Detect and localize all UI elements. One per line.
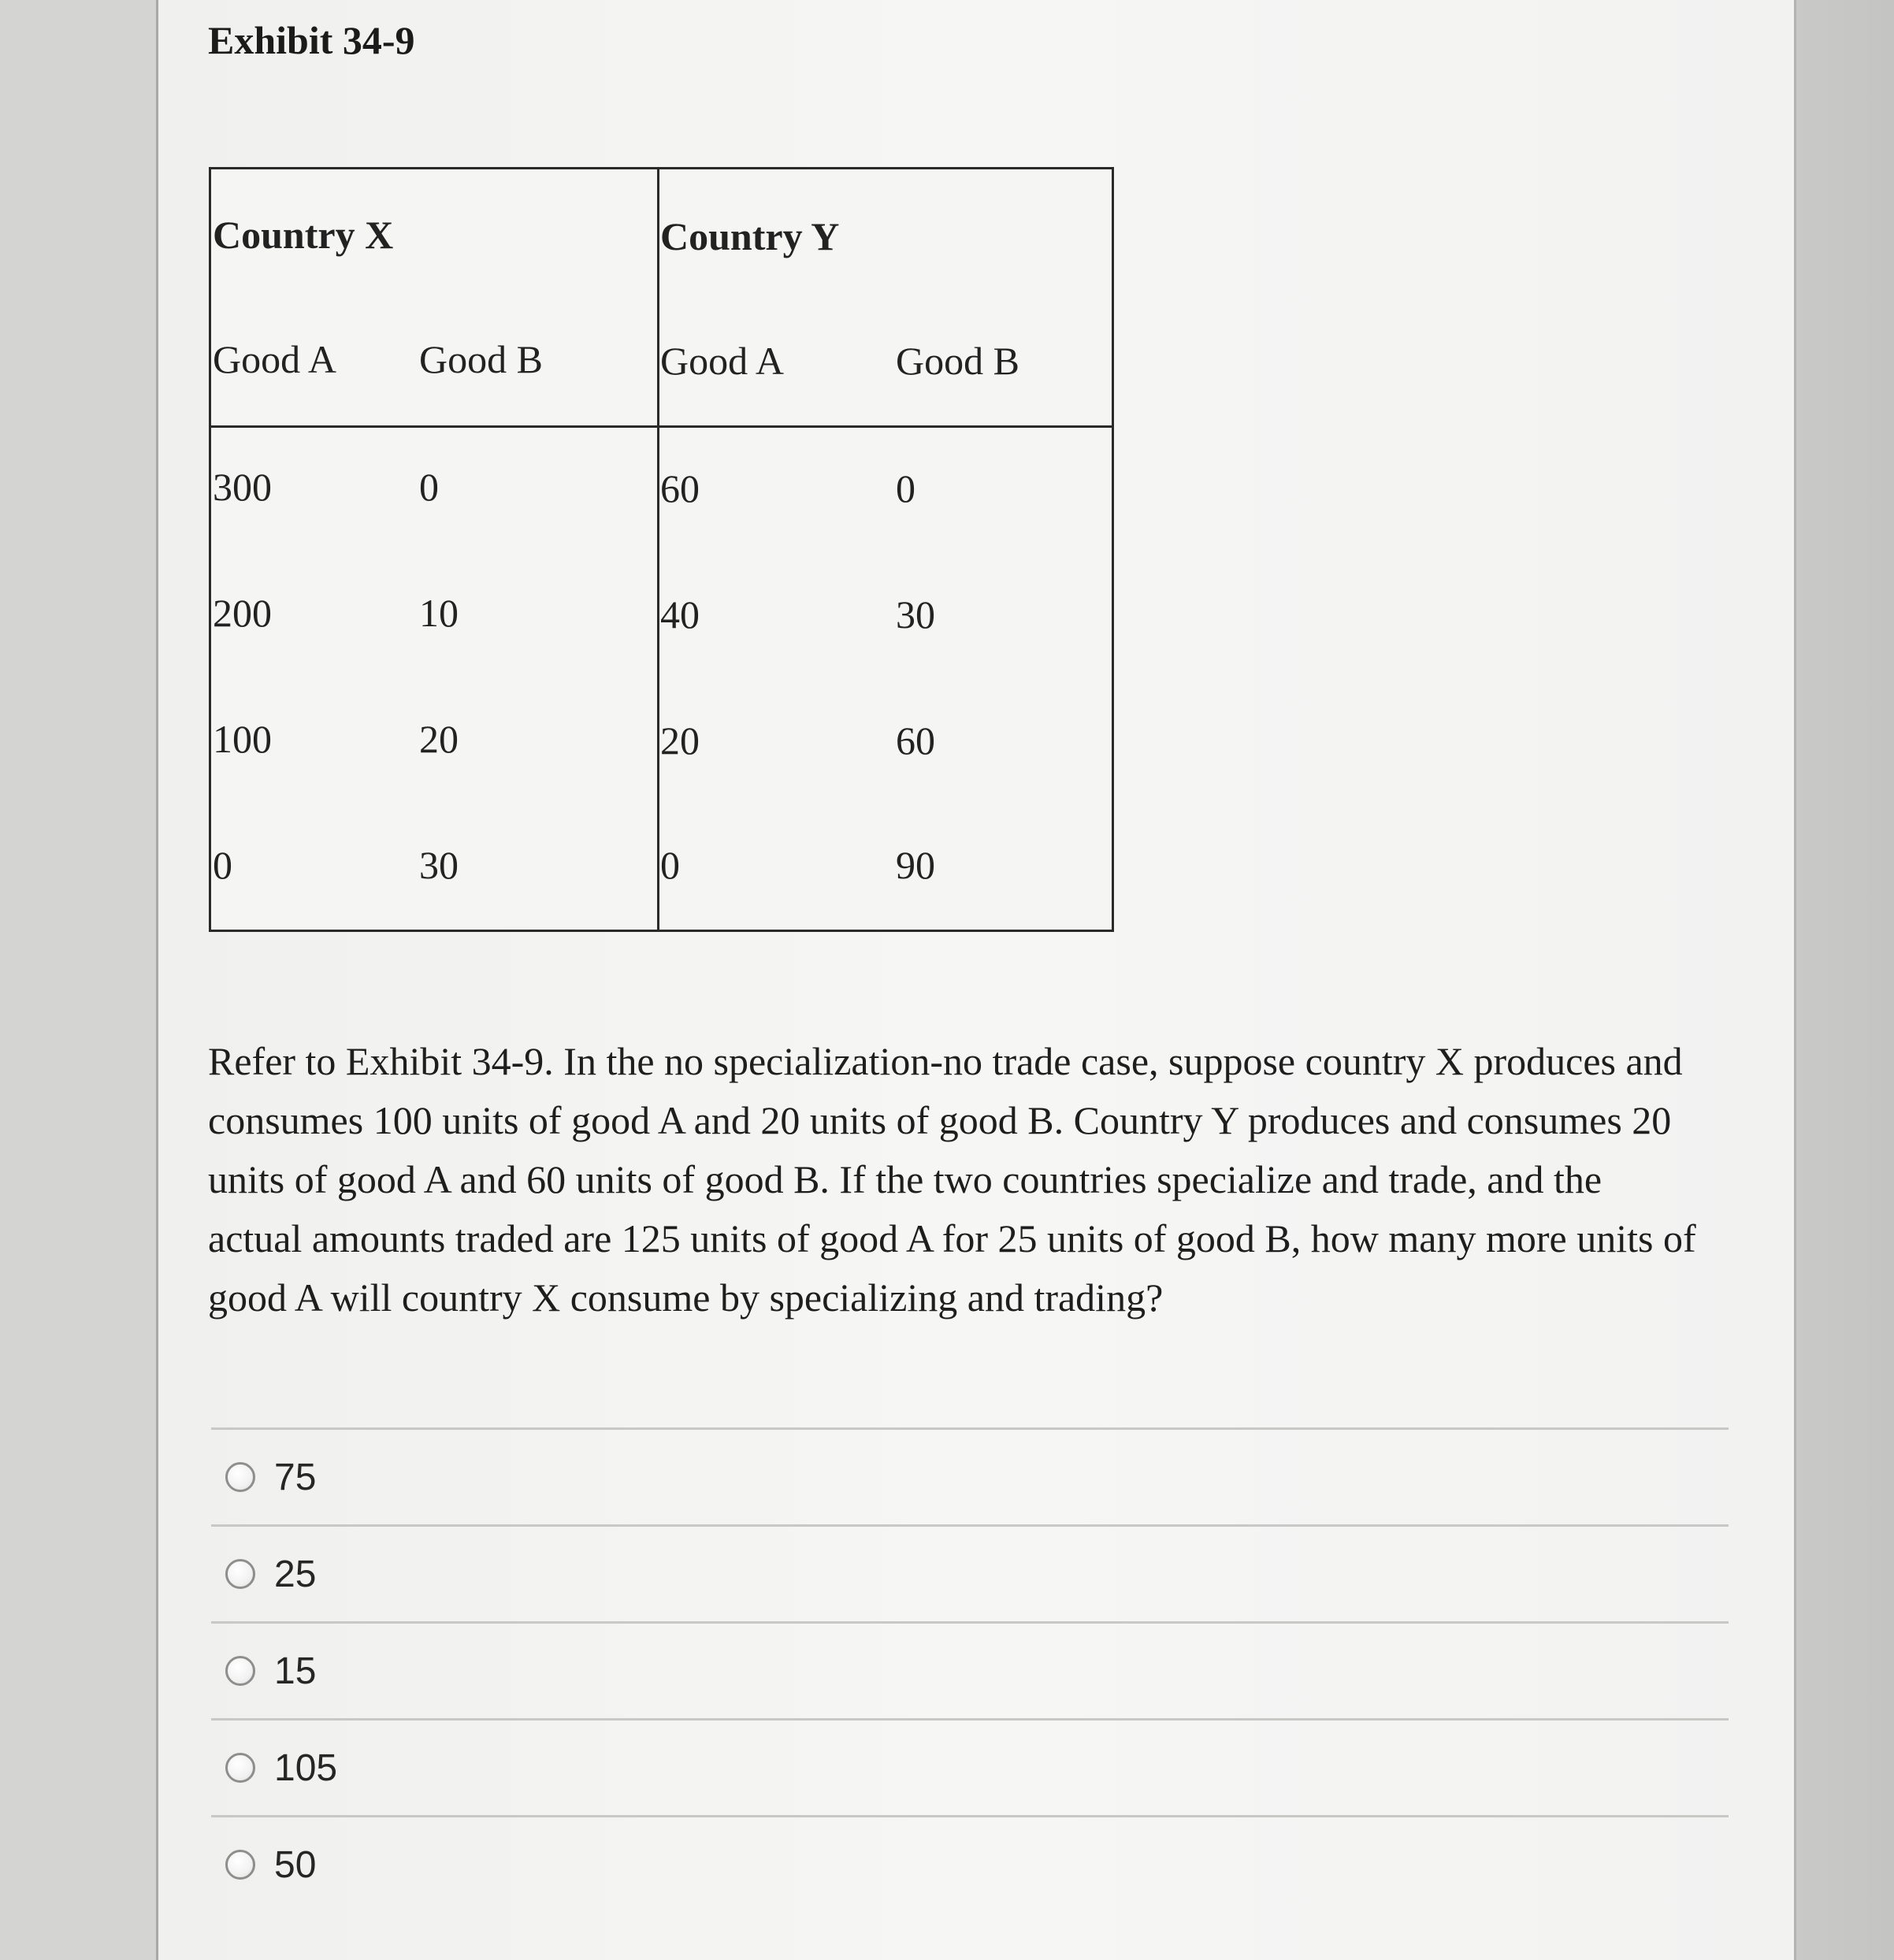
country-y-label: Country Y — [660, 214, 840, 258]
answer-label: 15 — [274, 1650, 317, 1692]
radio-button[interactable] — [225, 1850, 255, 1880]
table-cell: 10 — [419, 591, 459, 635]
answer-label: 50 — [274, 1843, 317, 1886]
answer-options — [211, 1427, 1729, 1912]
radio-button[interactable] — [225, 1462, 255, 1492]
question-text: Refer to Exhibit 34-9. In the no specialization-no trade case, suppose country X produces and consumes 100 units of good A and 20 units of good B. Country Y produces and consumes 20 units of good A and 60 units of good B. If the two countries specialize and trade, and the actual amounts traded are 125 units of good A for 25 units of good B, how many more units of good A will country X consume by specializing and trading? — [208, 1039, 1696, 1320]
table-cell: 200 — [213, 591, 272, 635]
table-horizontal-divider — [211, 425, 1112, 428]
table-cell: 20 — [419, 717, 459, 761]
exhibit-title: Exhibit 34-9 — [208, 18, 415, 62]
answer-option-25[interactable] — [211, 1527, 1729, 1621]
answer-option-50[interactable] — [211, 1817, 1729, 1912]
answer-option-15[interactable] — [211, 1624, 1729, 1718]
table-cell: 20 — [660, 718, 700, 763]
header-y-good-b: Good B — [896, 339, 1019, 383]
table-cell: 30 — [419, 843, 459, 887]
table-cell: 60 — [896, 718, 935, 763]
table-cell: 0 — [896, 466, 915, 510]
answer-option-75[interactable] — [211, 1430, 1729, 1524]
answer-label: 75 — [274, 1456, 317, 1498]
answer-label: 25 — [274, 1553, 317, 1595]
table-cell: 100 — [213, 717, 272, 761]
table-cell: 300 — [213, 465, 272, 509]
table-cell: 90 — [896, 843, 935, 887]
table-vertical-divider — [657, 169, 659, 930]
header-y-good-a: Good A — [660, 339, 784, 383]
answer-label: 105 — [274, 1747, 338, 1789]
exhibit-table — [209, 167, 1114, 932]
table-cell: 0 — [660, 843, 680, 887]
table-cell: 0 — [213, 843, 232, 887]
window-margin — [1796, 0, 1894, 1960]
header-x-good-b: Good B — [419, 337, 543, 381]
table-cell: 40 — [660, 592, 700, 637]
header-x-good-a: Good A — [213, 337, 336, 381]
answer-option-105[interactable] — [211, 1721, 1729, 1815]
radio-button[interactable] — [225, 1559, 255, 1589]
radio-button[interactable] — [225, 1753, 255, 1783]
table-cell: 60 — [660, 466, 700, 510]
table-cell: 30 — [896, 592, 935, 637]
table-cell: 0 — [419, 465, 439, 509]
radio-button[interactable] — [225, 1656, 255, 1686]
country-x-label: Country X — [213, 213, 394, 257]
